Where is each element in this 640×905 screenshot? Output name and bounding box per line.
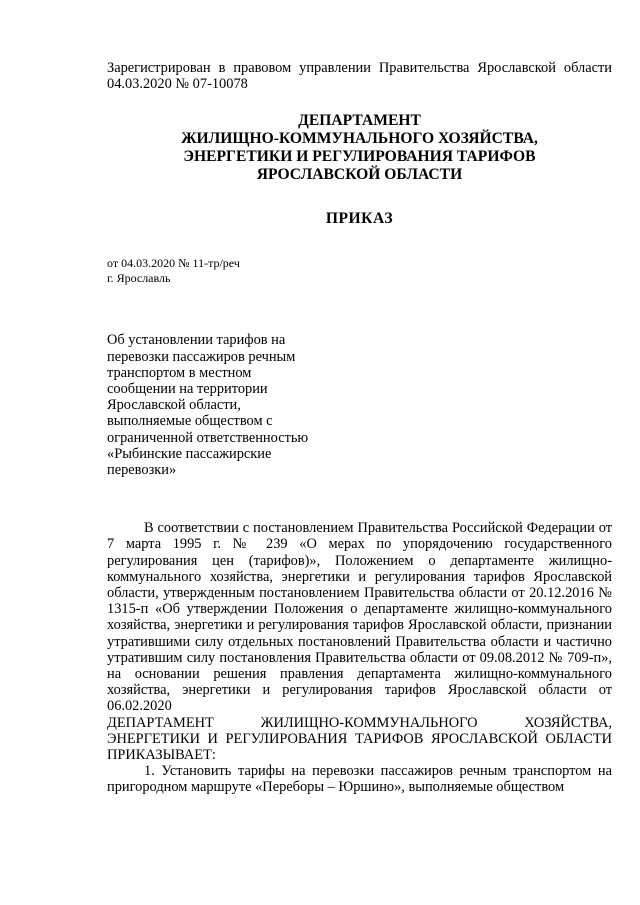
decree-paragraph: ДЕПАРТАМЕНТ ЖИЛИЩНО-КОММУНАЛЬНОГО ХОЗЯЙСТВА, ЭНЕРГЕТИКИ И РЕГУЛИРОВАНИЯ ТАРИФОВ ЯРОСЛАВСКОЙ ОБЛАСТИ ПРИКАЗЫВАЕТ:: [107, 714, 612, 764]
document-page: [107, 60, 612, 796]
order-title: ПРИКАЗ: [325, 210, 394, 228]
preamble-paragraph: В соответствии с постановлением Правительства Российской Федерации от 7 марта 1995 г. № 239 «О мерах по упорядочению государственного регулирования цен (тарифов)», Положением о департаменте жилищно-коммунального хозяйства, энергетики и регулирования тарифов Ярославской области, утвержденным постановлением Правительства области от 20.12.2016 № 1315-п «Об утверждении Положения о департаменте жилищно-коммунального хозяйства, энергетики и регулирования тарифов Ярославской области, признании утратившими силу отдельных постановлений Правительства области и частично утратившим силу постановления Правительства области от 09.08.2012 № 709-п», на основании решения правления департамента жилищно-коммунального хозяйства, энергетики и регулирования тарифов Ярославской области от 06.02.2020: [107, 520, 612, 715]
subject-line: выполняемые обществом с: [107, 413, 273, 430]
order-meta: [107, 256, 612, 286]
order-body: [107, 520, 612, 795]
order-subject: [107, 332, 337, 478]
subject-line: сообщении на территории: [107, 381, 268, 398]
subject-line: Об установлении тарифов на: [107, 332, 286, 349]
department-line: ЭНЕРГЕТИКИ И РЕГУЛИРОВАНИЯ ТАРИФОВ: [183, 148, 536, 166]
order-city: г. Ярославль: [107, 271, 171, 286]
department-header: [107, 112, 612, 184]
order-date-number: от 04.03.2020 № 11-тр/реч: [107, 256, 240, 271]
subject-line: Ярославской области,: [107, 397, 241, 414]
department-line: ЯРОСЛАВСКОЙ ОБЛАСТИ: [256, 166, 463, 184]
department-line: ДЕПАРТАМЕНТ: [298, 112, 421, 130]
subject-line: перевозки пассажиров речным: [107, 348, 296, 365]
subject-line: ограниченной ответственностью: [107, 429, 309, 446]
subject-line: «Рыбинские пассажирские: [107, 445, 272, 462]
subject-line: перевозки»: [107, 462, 177, 479]
department-line: ЖИЛИЩНО-КОММУНАЛЬНОГО ХОЗЯЙСТВА,: [181, 130, 538, 148]
registration-note: Зарегистрирован в правовом управлении Правительства Ярославской области 04.03.2020 № 07-10078: [107, 60, 612, 93]
item-1-paragraph: 1. Установить тарифы на перевозки пассажиров речным транспортом на пригородном маршруте «Переборы – Юршино», выполняемые обществом: [107, 763, 612, 796]
subject-line: транспортом в местном: [107, 364, 252, 381]
